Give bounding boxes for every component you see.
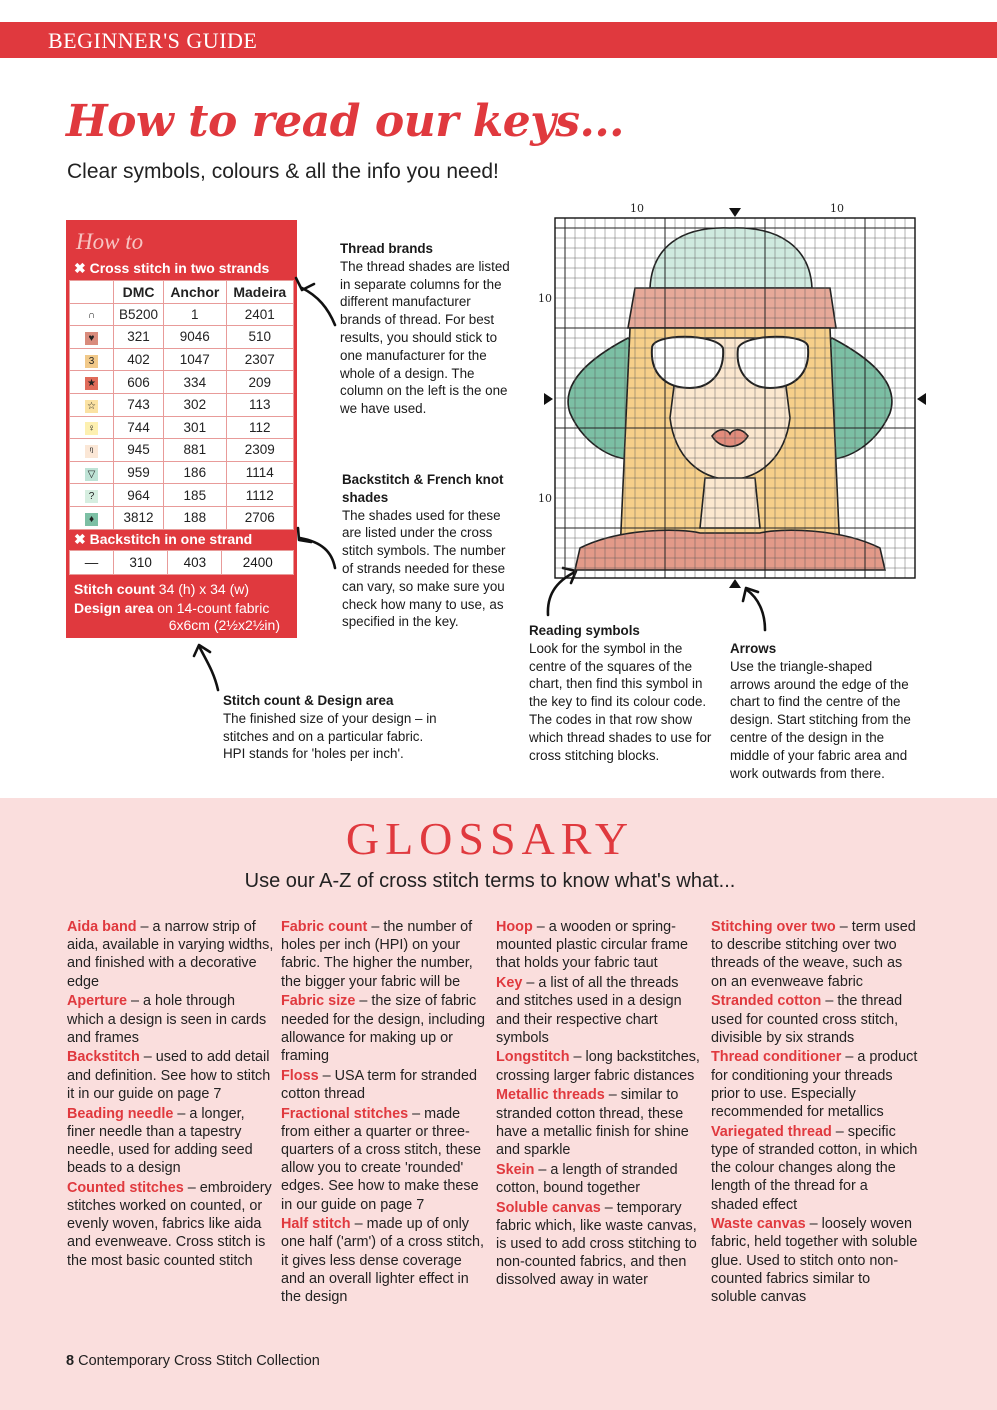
key-dmc-cell: 743	[114, 393, 164, 416]
key-madeira-cell: 1114	[226, 461, 293, 484]
key-madeira-cell: 2307	[226, 348, 293, 371]
glossary-entry	[711, 1048, 919, 1121]
key-dmc-cell: 3812	[114, 506, 164, 529]
key-section-cross-stitch: ✖ Cross stitch in two strands	[74, 260, 270, 276]
glossary-term: Variegated thread	[711, 1123, 832, 1140]
thread-symbol: ☆	[85, 400, 98, 413]
annotation-thread-brands-heading: Thread brands	[340, 241, 434, 256]
glossary-entry	[67, 1048, 275, 1103]
glossary-term: Thread conditioner	[711, 1049, 842, 1066]
glossary-definition: – a narrow strip of aida, available in varying widths, and finished with a decorative edge	[67, 919, 274, 990]
key-col-dmc: DMC	[114, 281, 164, 304]
arrow-thread-brands	[302, 288, 335, 325]
annotation-arrows-text	[730, 640, 915, 782]
glossary-column-2	[281, 918, 489, 1308]
glossary-definition: – a hole through which a design is seen in cards and frames	[67, 993, 267, 1046]
glossary-term: Skein	[496, 1161, 535, 1178]
backstitch-dmc: 310	[114, 551, 168, 575]
design-area-value: on 14-count fabric	[157, 600, 270, 616]
glossary-term: Stranded cotton	[711, 993, 822, 1010]
key-col-anchor: Anchor	[164, 281, 227, 304]
stitch-count-value: 34 (h) x 34 (w)	[158, 581, 250, 597]
key-madeira-cell: 209	[226, 371, 293, 394]
design-area-label: Design area	[74, 600, 154, 616]
key-anchor-cell: 9046	[164, 326, 227, 349]
design-area-size: 6x6cm (2½x2½in)	[168, 617, 280, 633]
glossary-definition: – USA term for stranded cotton thread	[281, 1067, 477, 1102]
publication-name: Contemporary Cross Stitch Collection	[78, 1353, 320, 1369]
glossary-term: Hoop	[496, 919, 533, 935]
thread-symbol: ᵑ	[85, 445, 98, 458]
glossary-entry	[496, 974, 704, 1047]
glossary-definition: – a longer, finer needle than a tapestry needle, used for adding seed beads to a design	[67, 1105, 253, 1177]
glossary-definition: – specific type of stranded cotton, in which the colour changes along the length of the thread for a shaded effect	[711, 1123, 918, 1213]
annotation-arrows-heading: Arrows	[730, 641, 777, 656]
glossary-term: Fabric size	[281, 993, 356, 1010]
key-col-madeira: Madeira	[226, 281, 293, 304]
glossary-entry	[711, 992, 919, 1047]
glossary-definition: – a list of all the threads and stitches used in a design and their respective chart symbols	[496, 975, 682, 1046]
annotation-backstitch	[342, 471, 507, 631]
glossary-entry	[281, 992, 489, 1065]
annotation-stitch-count-body: The finished size of your design – in stitches and on a particular fabric. HPI stands for 'holes per inch'.	[223, 710, 437, 762]
key-dmc-cell: 959	[114, 461, 164, 484]
glossary-term: Beading needle	[67, 1105, 174, 1122]
thread-symbol: ♥	[85, 332, 98, 345]
glossary-term: Backstitch	[67, 1049, 140, 1066]
glossary-term: Counted stitches	[67, 1179, 184, 1196]
glossary-definition: – term used to describe stitching over two threads of the weave, such as on an evenweave fabric	[711, 919, 916, 990]
glossary-entry	[67, 992, 275, 1047]
key-anchor-cell: 1047	[164, 348, 227, 371]
chart-label-left-upper: 10	[538, 292, 552, 305]
annotation-stitch-count-heading: Stitch count & Design area	[223, 693, 394, 708]
glossary-entry	[711, 918, 919, 991]
key-madeira-cell: 1112	[226, 484, 293, 507]
stitch-count-label: Stitch count	[74, 581, 155, 597]
banner-text: BEGINNER'S GUIDE	[48, 28, 258, 53]
annotation-reading-symbols-body: Look for the symbol in the centre of the squares of the chart, then find this symbol in the key to find its colour code. The codes in that row show which thread shades to use for cross stitching blocks.	[529, 640, 712, 763]
glossary-column-3	[496, 918, 704, 1291]
glossary-term: Longstitch	[496, 1049, 570, 1066]
glossary-term: Soluble canvas	[496, 1199, 601, 1216]
thread-symbol: 3	[85, 355, 98, 368]
chart-label-left-lower: 10	[538, 492, 552, 505]
thread-symbol: ♦	[85, 513, 98, 526]
key-dmc-cell: 744	[114, 416, 164, 439]
glossary-title: GLOSSARY	[345, 813, 635, 864]
glossary-term: Aperture	[67, 993, 127, 1010]
glossary-entry	[281, 918, 489, 991]
glossary-entry	[67, 1179, 275, 1270]
glossary-definition: – a product for conditioning your threads prior to use. Especially recommended for metallics	[711, 1049, 918, 1121]
key-madeira-cell: 510	[226, 326, 293, 349]
key-madeira-cell: 2706	[226, 506, 293, 529]
center-arrow-left	[544, 393, 553, 405]
annotation-arrows-body: Use the triangle-shaped arrows around the edge of the chart to find the centre of the design. Start stitching from the centre of the design in the middle of your fabric area and work outwards from there.	[730, 658, 911, 781]
key-anchor-cell: 301	[164, 416, 227, 439]
annotation-stitch-count	[223, 692, 438, 763]
key-madeira-cell: 113	[226, 393, 293, 416]
annotation-reading-symbols-heading: Reading symbols	[529, 623, 640, 638]
glossary-subtitle: Use our A-Z of cross stitch terms to know what's what...	[244, 870, 736, 892]
key-dmc-cell: 606	[114, 371, 164, 394]
glossary-entry	[711, 1123, 919, 1214]
annotation-reading-symbols	[529, 622, 714, 764]
key-anchor-cell: 334	[164, 371, 227, 394]
arrow-stitch-count	[200, 648, 218, 690]
glossary-entry	[711, 1215, 919, 1306]
glossary-entry	[496, 1086, 704, 1159]
glossary-definition: – the number of holes per inch (HPI) on your fabric. The higher the number, the bigger your fabric will be	[281, 919, 473, 990]
glossary-column-1	[67, 918, 275, 1271]
glossary-definition: – used to add detail and definition. See how to stitch it in our guide on page 7	[67, 1049, 271, 1102]
key-dmc-cell: 321	[114, 326, 164, 349]
glossary-definition: – a length of stranded cotton, bound together	[496, 1161, 678, 1196]
chart-label-top-right: 10	[830, 202, 844, 215]
key-anchor-cell: 185	[164, 484, 227, 507]
key-anchor-cell: 188	[164, 506, 227, 529]
thread-symbol: ?	[85, 490, 98, 503]
annotation-backstitch-body: The shades used for these are listed under the cross stitch symbols. The number of strands needed for these can vary, so make sure you check how many to use, as specified in the key.	[342, 507, 506, 630]
thread-symbol: ▽	[85, 468, 98, 481]
key-madeira-cell: 112	[226, 416, 293, 439]
glossary-definition: – long backstitches, crossing larger fabric distances	[496, 1049, 700, 1084]
cross-stitch-chart	[540, 198, 920, 598]
key-dmc-cell: B5200	[114, 303, 164, 326]
glossary-entry	[67, 918, 275, 991]
glossary-entry	[496, 1161, 704, 1197]
glossary-definition: – the thread used for counted cross stitch, divisible by six strands	[711, 993, 903, 1046]
glossary-term: Half stitch	[281, 1216, 351, 1233]
glossary-term: Aida band	[67, 919, 137, 935]
thread-symbol: ∩	[85, 309, 98, 322]
glossary-entry	[496, 1048, 704, 1084]
glossary-term: Waste canvas	[711, 1216, 806, 1233]
thread-symbol: ★	[85, 377, 98, 390]
glossary-term: Stitching over two	[711, 919, 836, 935]
glossary-term: Metallic threads	[496, 1087, 605, 1104]
key-madeira-cell: 2309	[226, 439, 293, 462]
glossary-definition: – a wooden or spring-mounted plastic circular frame that holds your fabric taut	[496, 919, 688, 972]
page-subtitle: Clear symbols, colours & all the info you need!	[67, 160, 499, 183]
glossary-definition: – the size of fabric needed for the design, including allowance for making up or framing	[281, 993, 486, 1064]
backstitch-madeira: 2400	[222, 551, 294, 575]
key-section-backstitch: ✖ Backstitch in one strand	[74, 531, 253, 547]
glossary-term: Floss	[281, 1067, 319, 1084]
annotation-thread-brands-body: The thread shades are listed in separate columns for the different manufacturer brands of thread. For best results, you should stick to one manufacturer for the whole of a design. The column on the left is the one we have used.	[340, 258, 510, 417]
glossary-entry	[496, 918, 704, 973]
glossary-term: Key	[496, 975, 523, 992]
center-arrow-top	[729, 208, 741, 217]
glossary-entry	[496, 1199, 704, 1290]
glossary-definition: – temporary fabric which, like waste canvas, is used to add cross stitching to non-counted fabrics, and then dissolved away in water	[496, 1199, 697, 1289]
glossary-entry	[281, 1105, 489, 1214]
chart-artwork	[568, 228, 892, 570]
thread-symbol: ♀	[85, 422, 98, 435]
key-anchor-cell: 186	[164, 461, 227, 484]
annotation-thread-brands	[340, 240, 510, 418]
glossary-definition: – loosely woven fabric, held together with soluble glue. Used to stitch onto non-counted fabrics similar to soluble canvas	[711, 1216, 918, 1306]
key-dmc-cell: 964	[114, 484, 164, 507]
key-dmc-cell: 945	[114, 439, 164, 462]
glossary-definition: – embroidery stitches worked on counted, or evenly woven, fabrics like aida and evenweave. Cross stitch is the most basic counted stitch	[67, 1179, 272, 1269]
backstitch-anchor: 403	[168, 551, 222, 575]
glossary-definition: – made up of only one half ('arm') of a cross stitch, it gives less dense coverage and an overall lighter effect in the design	[281, 1216, 485, 1306]
glossary-entry	[67, 1105, 275, 1178]
backstitch-symbol: —	[70, 551, 114, 575]
key-madeira-cell: 2401	[226, 303, 293, 326]
page-number: 8	[66, 1353, 75, 1369]
glossary-column-4	[711, 918, 919, 1308]
glossary-term: Fabric count	[281, 919, 368, 935]
annotation-backstitch-heading: Backstitch & French knot shades	[342, 472, 504, 505]
glossary-entry	[281, 1067, 489, 1103]
key-anchor-cell: 302	[164, 393, 227, 416]
page-title: How to read our keys...	[66, 96, 624, 147]
key-heading: How to	[76, 229, 144, 254]
key-dmc-cell: 402	[114, 348, 164, 371]
center-arrow-bottom	[729, 579, 741, 588]
glossary-entry	[281, 1215, 489, 1306]
glossary-definition: – made from either a quarter or three-quarters of a cross stitch, these allow you to create 'rounded' edges. See how to make these in our guide on page 7	[281, 1105, 481, 1213]
page-footer	[66, 1353, 320, 1369]
glossary-definition: – similar to stranded cotton thread, these have a metallic finish for shine and sparkle	[496, 1087, 689, 1158]
key-anchor-cell: 1	[164, 303, 227, 326]
glossary-term: Fractional stitches	[281, 1105, 409, 1122]
chart-label-top-left: 10	[630, 202, 644, 215]
key-anchor-cell: 881	[164, 439, 227, 462]
arrow-backstitch	[300, 538, 335, 568]
